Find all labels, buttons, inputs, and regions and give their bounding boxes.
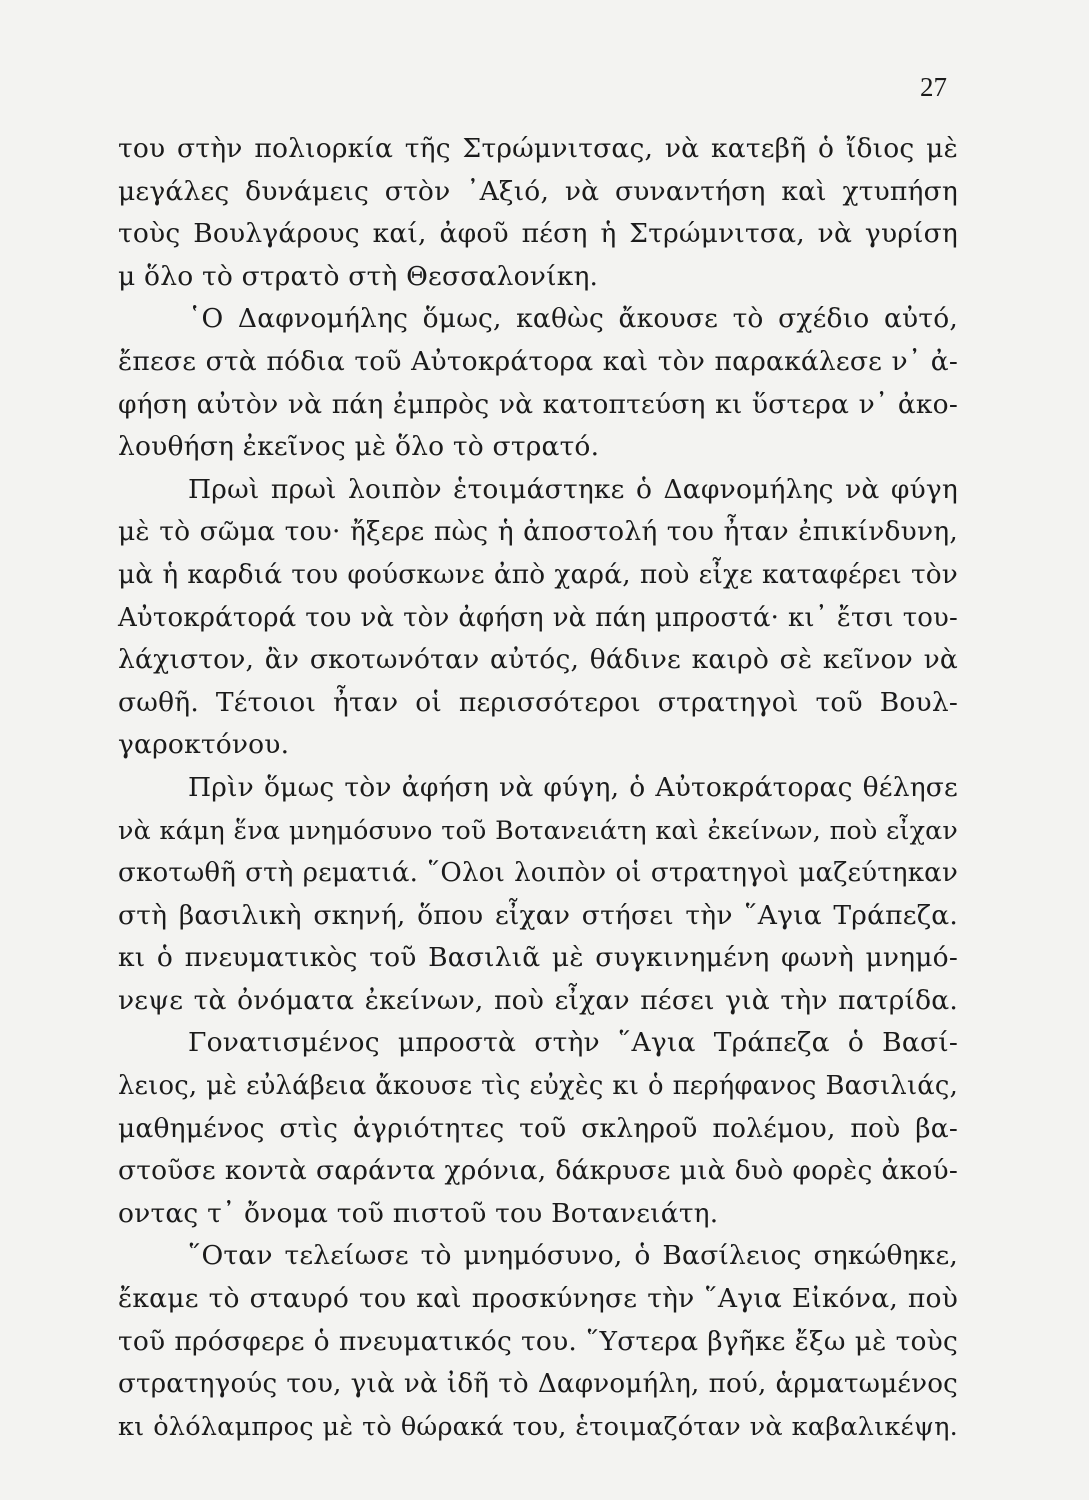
text-line: στρατηγούς του, γιὰ νὰ ἰδῆ τὸ Δαφνομήλη, πού, ἁρματωμένος (118, 1369, 958, 1400)
text-line: κι ὁλόλαμπρος μὲ τὸ θώρακά του, ἑτοιμαζόταν νὰ καβαλικέψη. (118, 1411, 958, 1442)
text-line: ῾Ο Δαφνομήλης ὅμως, καθὼς ἄκουσε τὸ σχέδιο αὐτό, (188, 303, 958, 335)
text-line: γαροκτόνου. (118, 729, 290, 761)
text-line: λάχιστον, ἂν σκοτωνόταν αὐτός, θάδινε καιρὸ σὲ κεῖνον νὰ (118, 644, 958, 676)
text-line: νὰ κάμη ἕνα μνημόσυνο τοῦ Βοτανειάτη καὶ ἐκείνων, ποὺ εἶχαν (118, 815, 958, 845)
text-line: μὰ ἡ καρδιά του φούσκωνε ἀπὸ χαρά, ποὺ εἶχε καταφέρει τὸν (118, 559, 958, 590)
text-line: σκοτωθῆ στὴ ρεματιά. ῞Ολοι λοιπὸν οἱ στρατηγοὶ μαζεύτηκαν (118, 858, 958, 889)
text-line: του στὴν πολιορκία τῆς Στρώμνιτσας, νὰ κατεβῆ ὁ ἴδιος μὲ (118, 133, 958, 164)
text-line: ῞Οταν τελείωσε τὸ μνημόσυνο, ὁ Βασίλειος σηκώθηκε, (188, 1240, 958, 1272)
text-line: λειος, μὲ εὐλάβεια ἄκουσε τὶς εὐχὲς κι ὁ περήφανος Βασιλιάς, (118, 1071, 958, 1102)
text-line: τοὺς Βουλγάρους καί, ἀφοῦ πέση ἡ Στρώμνιτσα, νὰ γυρίση (118, 218, 958, 250)
text-line: Πρὶν ὅμως τὸν ἀφήση νὰ φύγη, ὁ Αὐτοκράτορας θέλησε (188, 771, 958, 803)
text-line: Πρωὶ πρωὶ λοιπὸν ἑτοιμάστηκε ὁ Δαφνομήλης νὰ φύγη (188, 473, 958, 505)
text-line: φήση αὐτὸν νὰ πάη ἐμπρὸς νὰ κατοπτεύση κι ὕστερα ν᾿ ἀκο- (118, 388, 958, 420)
text-line: μὲ τὸ σῶμα του· ἤξερε πὼς ἡ ἀποστολή του ἦταν ἐπικίνδυνη, (118, 516, 958, 548)
text-line: οντας τ᾿ ὄνομα τοῦ πιστοῦ του Βοτανειάτη. (118, 1197, 719, 1229)
text-line: τοῦ πρόσφερε ὁ πνευματικός του. ῞Υστερα βγῆκε ἔξω μὲ τοὺς (118, 1325, 958, 1357)
text-line: νεψε τὰ ὀνόματα ἐκείνων, ποὺ εἶχαν πέσει γιὰ τὴν πατρίδα. (118, 984, 958, 1016)
text-line: στὴ βασιλικὴ σκηνή, ὅπου εἶχαν στήσει τὴν ῞Αγια Τράπεζα. (118, 899, 958, 931)
text-line: Αὐτοκράτορά του νὰ τὸν ἀφήση νὰ πάη μπροστά· κι᾿ ἔτσι του- (118, 602, 958, 633)
text-line: ἔπεσε στὰ πόδια τοῦ Αὐτοκράτορα καὶ τὸν παρακάλεσε ν᾿ ἀ- (118, 345, 958, 377)
page-number: 27 (920, 72, 947, 102)
text-line: στοῦσε κοντὰ σαράντα χρόνια, δάκρυσε μιὰ δυὸ φορὲς ἀκού- (118, 1155, 958, 1187)
text-line: σωθῆ. Τέτοιοι ἦταν οἱ περισσότεροι στρατηγοὶ τοῦ Βουλ- (118, 686, 958, 718)
text-line: μ ὅλο τὸ στρατὸ στὴ Θεσσαλονίκη. (118, 260, 599, 292)
text-line: μαθημένος στὶς ἀγριότητες τοῦ σκληροῦ πολέμου, ποὺ βα- (118, 1112, 958, 1144)
text-line: Γονατισμένος μπροστὰ στὴν ῞Αγια Τράπεζα ὁ Βασί- (188, 1027, 958, 1059)
body-text (118, 128, 958, 1448)
text-line: ἔκαμε τὸ σταυρό του καὶ προσκύνησε τὴν ῞Αγια Εἰκόνα, ποὺ (118, 1283, 958, 1315)
text-line: κι ὁ πνευματικὸς τοῦ Βασιλιᾶ μὲ συγκινημένη φωνὴ μνημό- (118, 942, 958, 974)
text-line: λουθήση ἐκεῖνος μὲ ὅλο τὸ στρατό. (118, 431, 600, 463)
text-line: μεγάλες δυνάμεις στὸν ᾿Αξιό, νὰ συναντήση καὶ χτυπήση (118, 175, 958, 207)
